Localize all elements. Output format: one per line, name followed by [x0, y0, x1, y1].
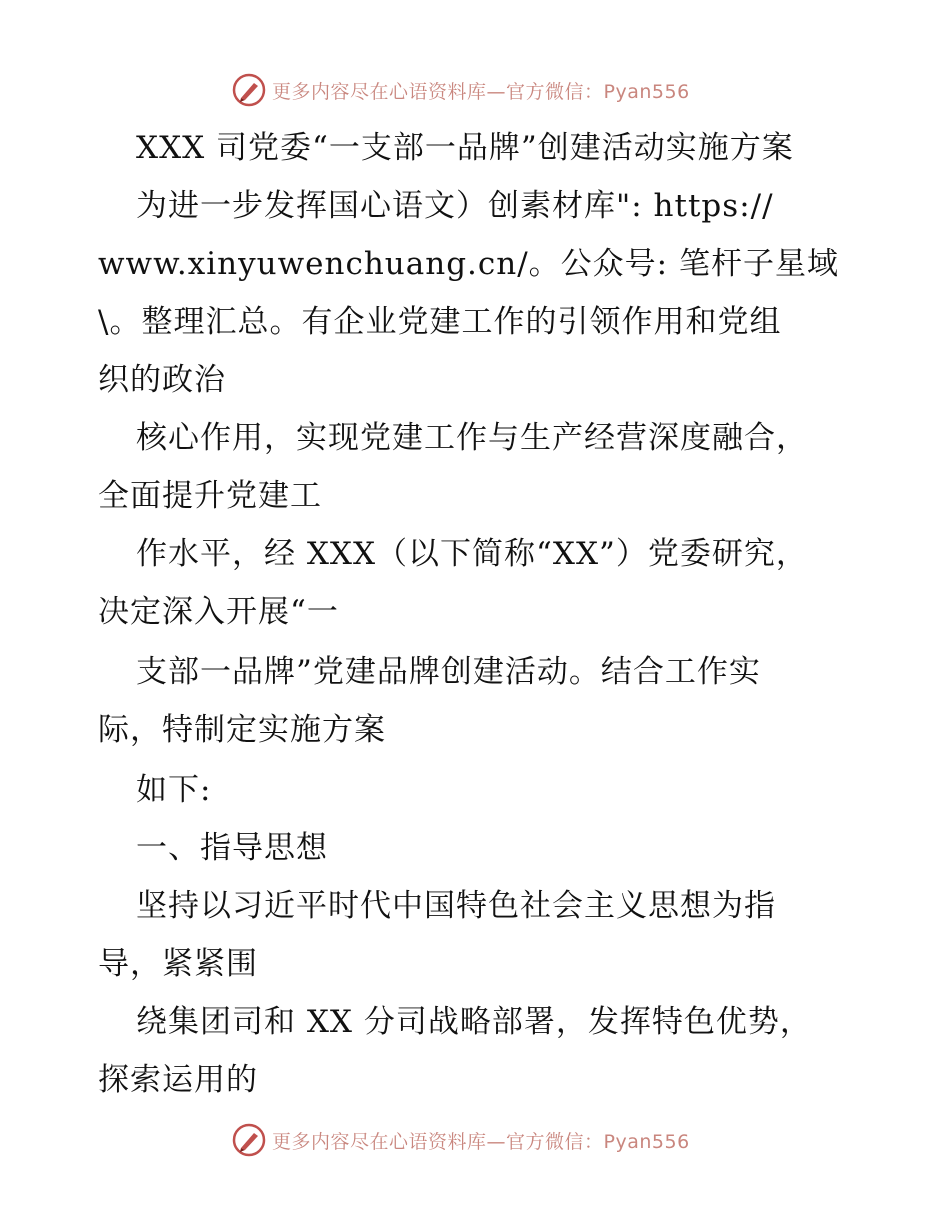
pen-logo-icon	[232, 1123, 266, 1157]
paragraph-line: 作水平，经 XXX（以下简称“XX”）党委研究，	[136, 536, 808, 572]
banner-text: 更多内容尽在心语资料库—官方微信：Pyan556	[272, 1130, 690, 1153]
paragraph-line: \。整理汇总。有企业党建工作的引领作用和党组	[98, 304, 782, 340]
paragraph-line: 绕集团司和 XX 分司战略部署，发挥特色优势，	[136, 1004, 812, 1040]
paragraph-line: 探索运用的	[98, 1062, 258, 1098]
paragraph-line: 际，特制定实施方案	[98, 712, 386, 748]
paragraph-line: 坚持以习近平时代中国特色社会主义思想为指	[136, 888, 776, 924]
paragraph-line: 全面提升党建工	[98, 478, 322, 514]
paragraph-line: 如下:	[136, 772, 212, 808]
paragraph-line: 织的政治	[98, 362, 226, 398]
paragraph-line: www.xinyuwenchuang.cn/。公众号: 笔杆子星域	[98, 246, 839, 282]
paragraph-line: 决定深入开展“一	[98, 594, 339, 630]
header-watermark-banner	[232, 72, 722, 108]
section-heading: 一、指导思想	[136, 830, 328, 866]
paragraph-line: 支部一品牌”党建品牌创建活动。结合工作实	[136, 654, 761, 690]
paragraph-line: 导，紧紧围	[98, 946, 258, 982]
paragraph-line: 核心作用，实现党建工作与生产经营深度融合，	[136, 420, 808, 456]
banner-text: 更多内容尽在心语资料库—官方微信：Pyan556	[272, 80, 690, 103]
footer-watermark-banner	[232, 1122, 722, 1158]
document-title: XXX 司党委“一支部一品牌”创建活动实施方案	[136, 130, 794, 166]
pen-logo-icon	[232, 73, 266, 107]
paragraph-line: 为进一步发挥国心语文）创素材库": https://	[136, 188, 774, 224]
